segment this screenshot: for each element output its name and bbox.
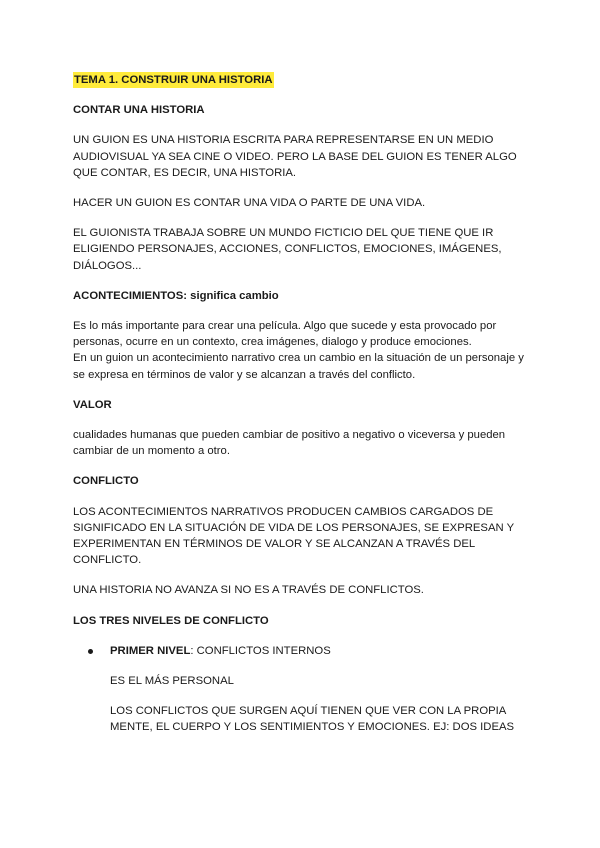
heading-separator: : bbox=[183, 289, 191, 302]
list-item bbox=[73, 643, 533, 736]
heading-acontecimientos-sub: significa cambio bbox=[190, 289, 279, 302]
list-item-separator: : bbox=[190, 644, 197, 657]
levels-list bbox=[73, 643, 533, 736]
bullet-icon bbox=[88, 649, 93, 654]
heading-acontecimientos-label: ACONTECIMIENTOS bbox=[73, 289, 184, 302]
heading-acontecimientos bbox=[73, 288, 533, 304]
list-item-heading bbox=[110, 643, 533, 659]
document-content bbox=[73, 72, 533, 750]
document-title: TEMA 1. CONSTRUIR UNA HISTORIA bbox=[73, 72, 274, 88]
paragraph: EL GUIONISTA TRABAJA SOBRE UN MUNDO FICTICIO DEL QUE TIENE QUE IR ELIGIENDO PERSONAJES, ACCIONES, CONFLICTOS, EMOCIONES, IMÁGENES, DIÁLOGOS... bbox=[73, 227, 502, 272]
paragraph: UNA HISTORIA NO AVANZA SI NO ES A TRAVÉS DE CONFLICTOS. bbox=[73, 584, 424, 597]
list-item-label: PRIMER NIVEL bbox=[110, 644, 191, 657]
paragraph: HACER UN GUION ES CONTAR UNA VIDA O PARTE DE UNA VIDA. bbox=[73, 197, 426, 210]
heading-valor: VALOR bbox=[73, 398, 112, 411]
paragraph: UN GUION ES UNA HISTORIA ESCRITA PARA REPRESENTARSE EN UN MEDIO AUDIOVISUAL YA SEA CINE O VIDEO. PERO LA BASE DEL GUION ES TENER ALGO QUE CONTAR, ES DECIR, UNA HISTORIA. bbox=[73, 134, 517, 179]
heading-contar-historia: CONTAR UNA HISTORIA bbox=[73, 104, 205, 117]
paragraph: En un guion un acontecimiento narrativo crea un cambio en la situación de un personaje y se expresa en términos de valor y se alcanzan a través del conflicto. bbox=[73, 352, 524, 381]
paragraph: Es lo más importante para crear una película. Algo que sucede y esta provocado por personas, ocurre en un contexto, crea imágenes, dialogo y produce emociones. bbox=[73, 320, 497, 349]
list-item-desc: CONFLICTOS INTERNOS bbox=[196, 644, 331, 657]
paragraph: LOS ACONTECIMIENTOS NARRATIVOS PRODUCEN CAMBIOS CARGADOS DE SIGNIFICADO EN LA SITUACIÓN DE VIDA DE LOS PERSONAJES, SE EXPRESAN Y EXPERIMENTAN EN TÉRMINOS DE VALOR Y SE ALCANZAN A TRAVÉS DEL CONFLICTO. bbox=[73, 505, 514, 567]
heading-conflicto: CONFLICTO bbox=[73, 475, 139, 488]
paragraph: LOS CONFLICTOS QUE SURGEN AQUÍ TIENEN QUE VER CON LA PROPIA MENTE, EL CUERPO Y LOS SENTIMIENTOS Y EMOCIONES. EJ: DOS IDEAS bbox=[110, 705, 515, 734]
paragraph: ES EL MÁS PERSONAL bbox=[110, 675, 234, 688]
heading-niveles-conflicto: LOS TRES NIVELES DE CONFLICTO bbox=[73, 614, 269, 627]
paragraph: cualidades humanas que pueden cambiar de positivo a negativo o viceversa y pueden cambiar de un momento a otro. bbox=[73, 429, 506, 458]
